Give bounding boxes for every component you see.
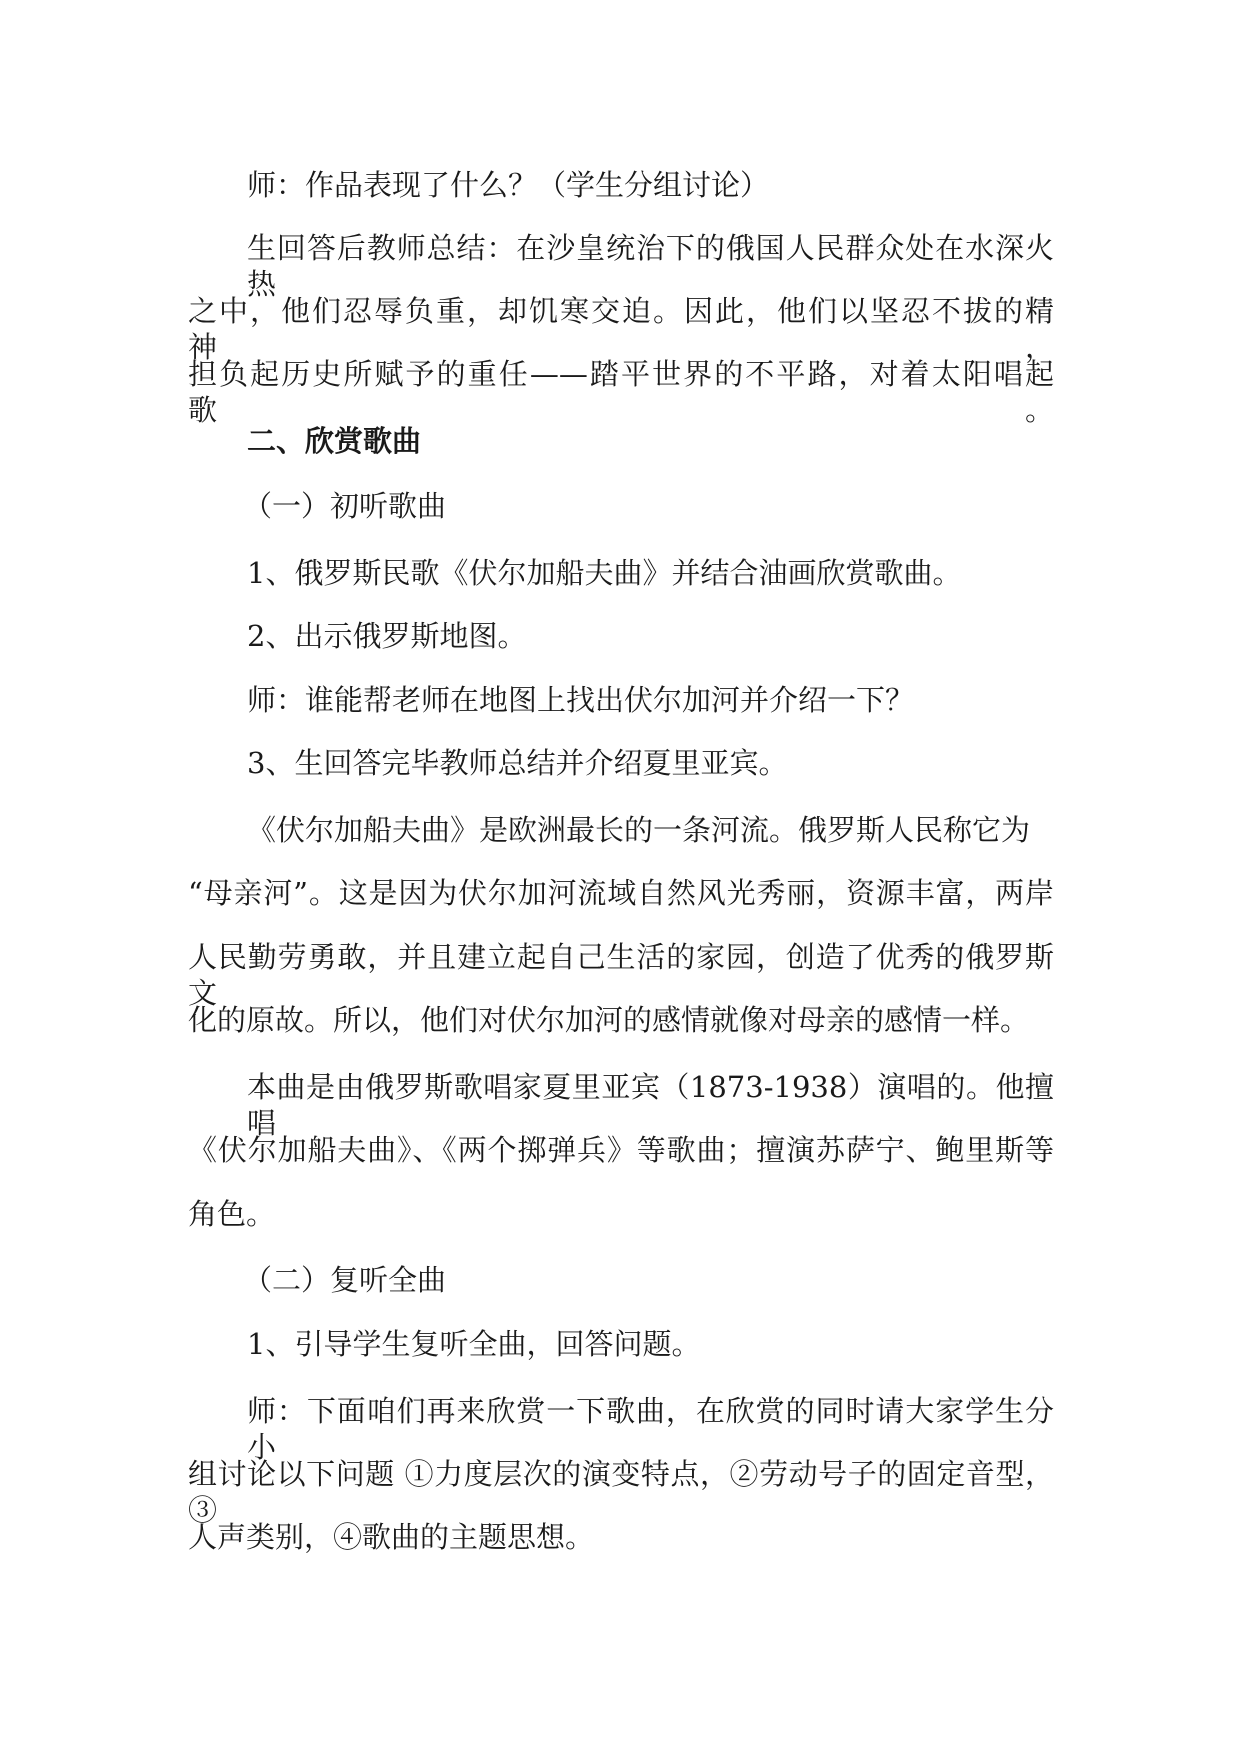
relisten-item-1: 1、引导学生复听全曲，回答问题。 [247, 1327, 701, 1361]
singer-paragraph-line-3: 角色。 [188, 1197, 276, 1231]
singer-paragraph-line-1: 本曲是由俄罗斯歌唱家夏里亚宾（1873-1938）演唱的。他擅唱 [247, 1070, 1054, 1140]
teacher-question-line: 师：作品表现了什么？（学生分组讨论） [247, 168, 770, 202]
discussion-line-3: 人声类别，④歌曲的主题思想。 [188, 1520, 595, 1554]
list-item-2: 2、出示俄罗斯地图。 [247, 619, 527, 653]
volga-paragraph-line-1: 《伏尔加船夫曲》是欧洲最长的一条河流。俄罗斯人民称它为 [247, 813, 1031, 847]
subsection-heading-2: （二）复听全曲 [243, 1263, 447, 1297]
singer-paragraph-line-2: 《伏尔加船夫曲》、《两个掷弹兵》等歌曲；擅演苏萨宁、鲍里斯等 [188, 1133, 1054, 1167]
list-item-1: 1、俄罗斯民歌《伏尔加船夫曲》并结合油画欣赏歌曲。 [247, 556, 962, 590]
discussion-line-1: 师：下面咱们再来欣赏一下歌曲，在欣赏的同时请大家学生分小 [247, 1394, 1054, 1464]
summary-line-2: 之中，他们忍辱负重，却饥寒交迫。因此，他们以坚忍不拔的精神， [188, 294, 1054, 364]
volga-paragraph-line-2: “母亲河”。这是因为伏尔加河流域自然风光秀丽，资源丰富，两岸 [188, 876, 1054, 910]
discussion-line-2: 组讨论以下问题 ①力度层次的演变特点，②劳动号子的固定音型，③ [188, 1457, 1054, 1527]
list-item-3: 3、生回答完毕教师总结并介绍夏里亚宾。 [247, 746, 788, 780]
summary-line-3: 担负起历史所赋予的重任——踏平世界的不平路，对着太阳唱起歌。 [188, 357, 1054, 427]
volga-paragraph-line-3: 人民勤劳勇敢，并且建立起自己生活的家园，创造了优秀的俄罗斯文 [188, 940, 1054, 1010]
section-heading: 二、欣赏歌曲 [247, 424, 422, 458]
summary-line-1: 生回答后教师总结：在沙皇统治下的俄国人民群众处在水深火热 [247, 231, 1054, 301]
teacher-map-question: 师：谁能帮老师在地图上找出伏尔加河并介绍一下？ [247, 683, 915, 717]
subsection-heading-1: （一）初听歌曲 [243, 489, 447, 523]
volga-paragraph-line-4: 化的原故。所以，他们对伏尔加河的感情就像对母亲的感情一样。 [188, 1003, 1030, 1037]
